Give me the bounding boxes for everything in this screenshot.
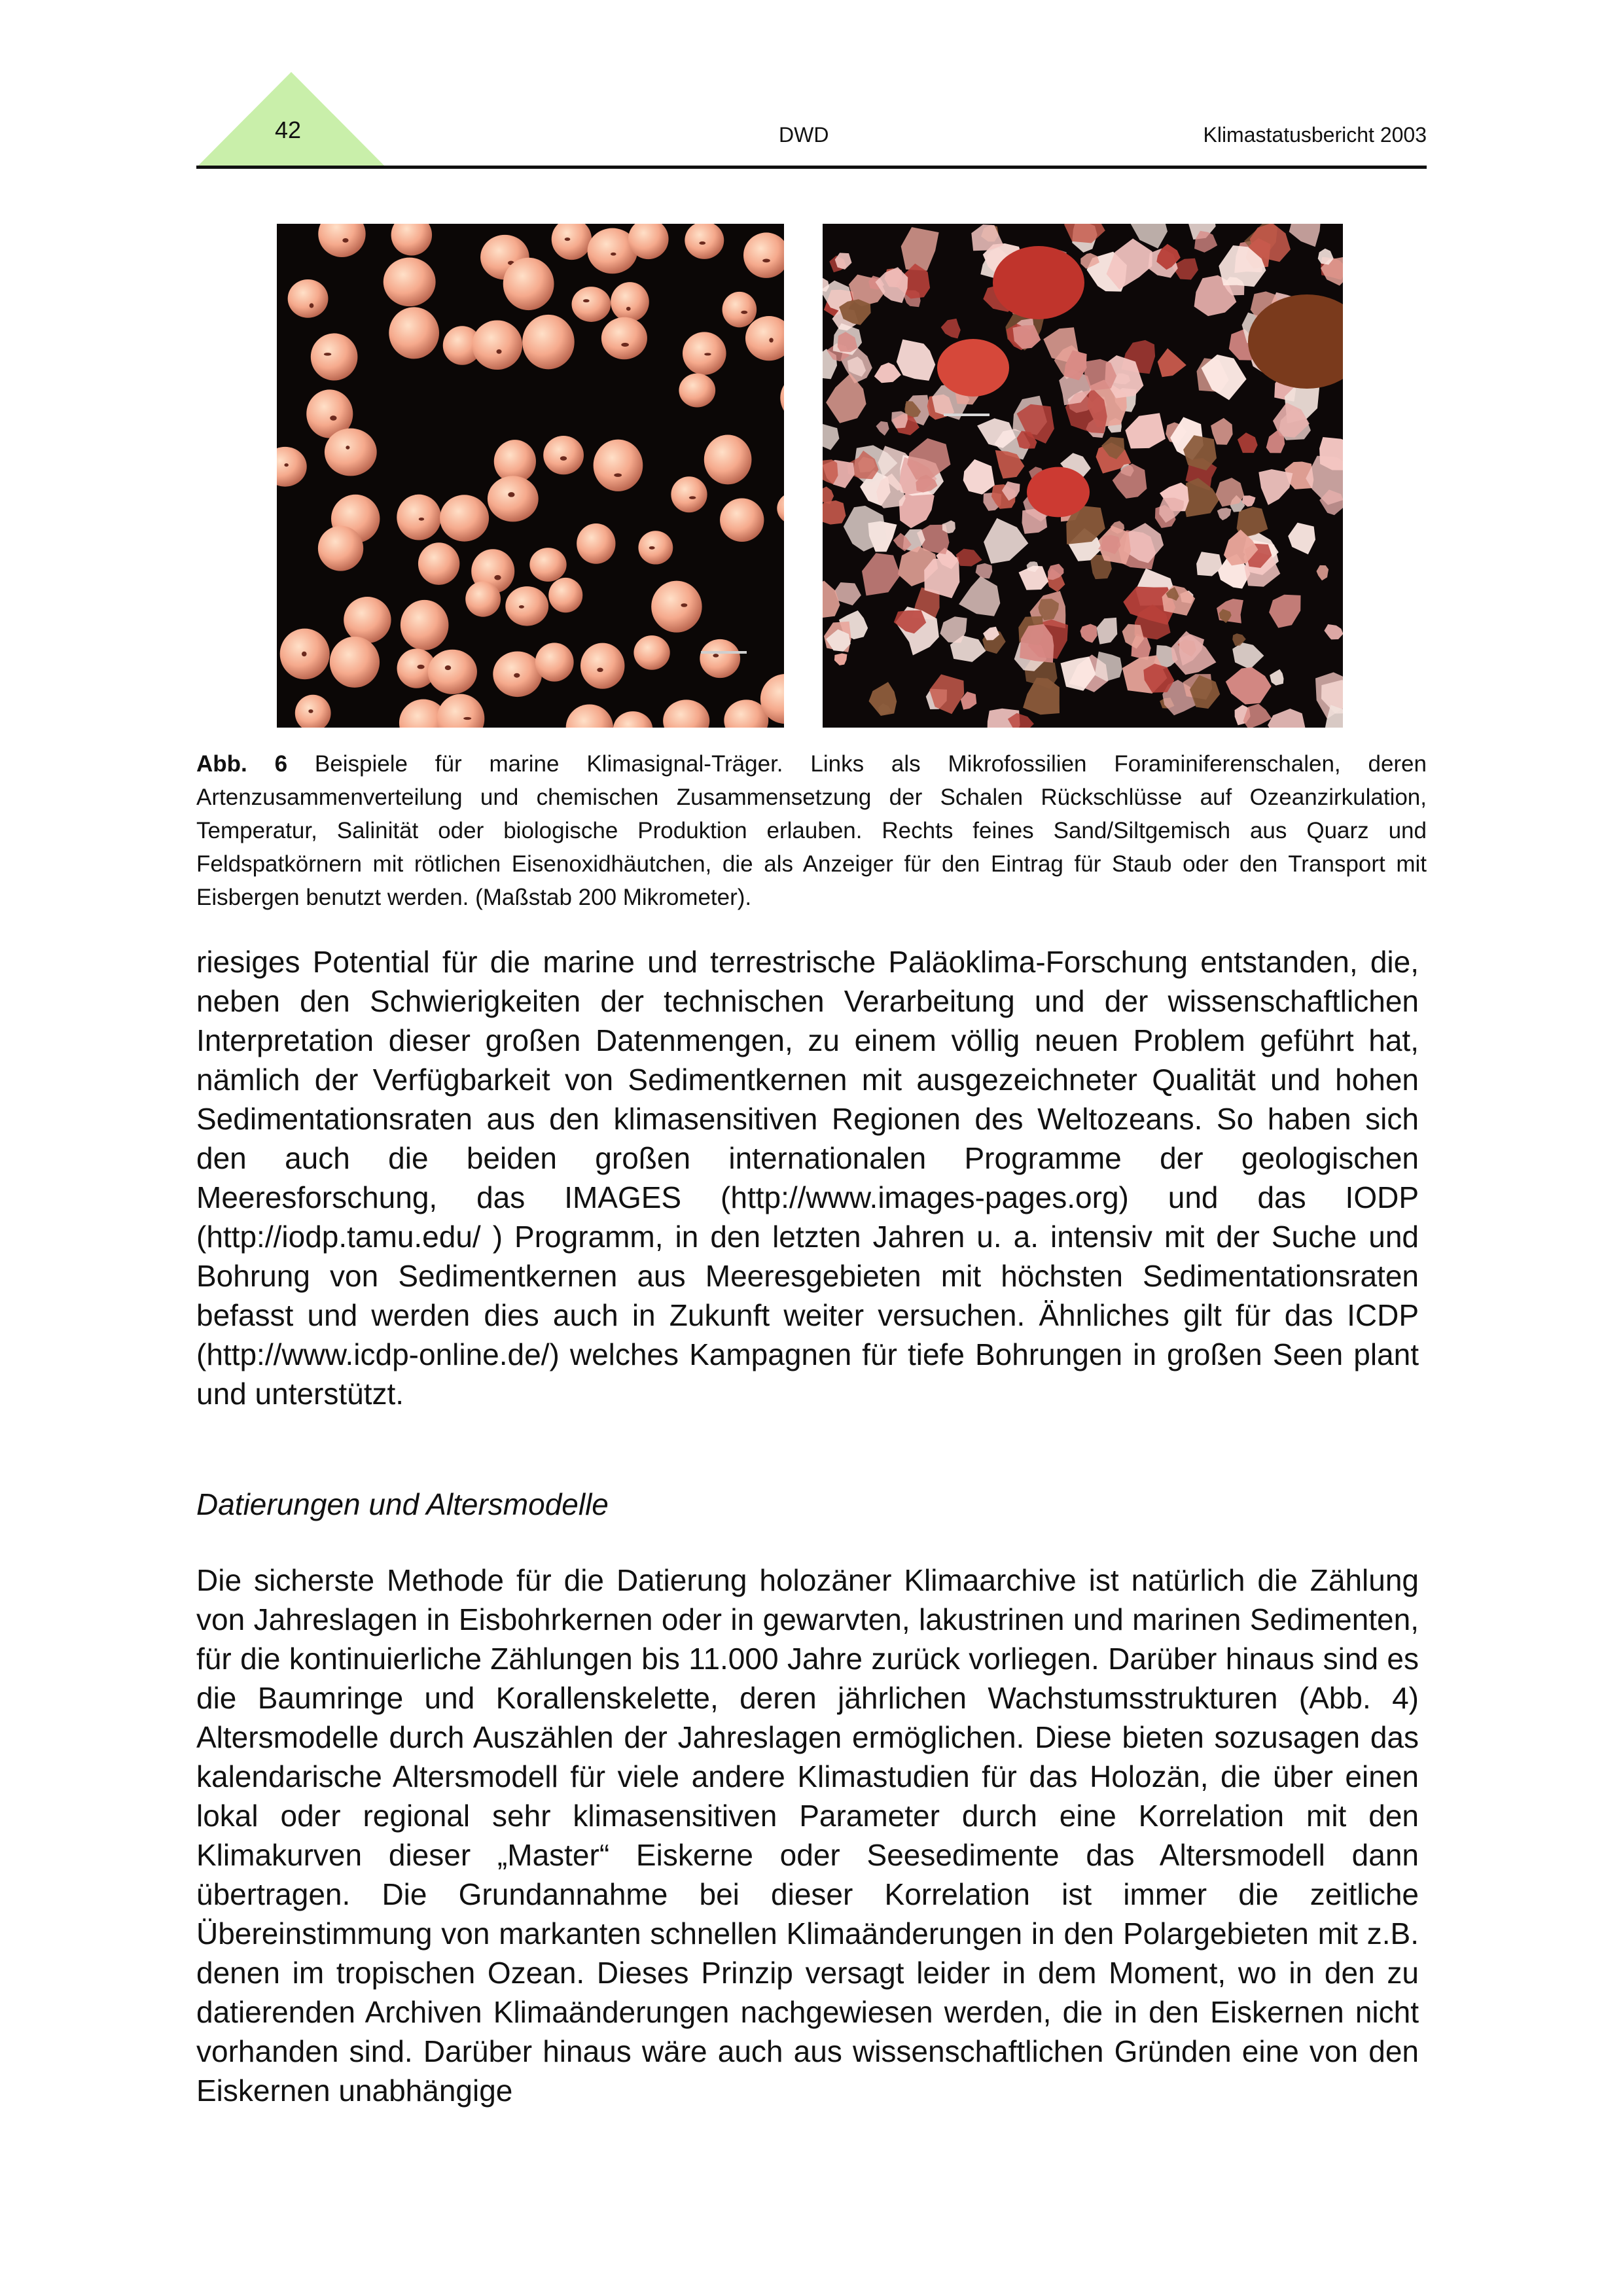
body-paragraph-1: riesiges Potential für die marine und terrestrische Paläoklima-Forschung entstanden, die, neben den Schwierigkeiten der technischen Verarbeitung und der wissenschaftlichen Interpretation dieser großen Datenmengen, zu einem völlig neuen Problem geführt hat, nämlich der Verfügbarkeit von Sedimentkernen mit ausgezeichneter Qualität und hohen Sedimentationsraten aus den klimasensitiven Regionen des Weltozeans. So haben sich den auch die beiden großen internationalen Programme der geologischen Meeresforschung, das IMAGES (http://www.images-pages.org) und das IODP (http://iodp.tamu.edu/ ) Programm, in den letzten Jahren u. a. intensiv mit der Suche und Bohrung von Sedimentkernen aus Meeresgebieten mit höchsten Sedimentationsraten befasst und werden dies auch in Zukunft weiter versuchen. Ähnliches gilt für das ICDP (http://www.icdp-online.de/) welches Kampagnen für tiefe Bohrungen in großen Seen plant und unterstützt. bbox=[196, 945, 1419, 1411]
header-rule bbox=[196, 166, 1427, 169]
figure-caption bbox=[196, 747, 1427, 914]
sand-silt-grains-photo bbox=[823, 224, 1343, 728]
header-publisher: DWD bbox=[779, 123, 829, 147]
section-subheading: Datierungen und Altersmodelle bbox=[196, 1487, 609, 1521]
body-paragraph-2: Die sicherste Methode für die Datierung holozäner Klimaarchive ist natürlich die Zählung von Jahreslagen in Eisbohrkernen oder in gewarvten, lakustrinen und marinen Sedimenten, für die kontinuierliche Zählungen bis 11.000 Jahre zurück vorliegen. Darüber hinaus sind es die Baumringe und Korallenskelette, deren jährlichen Wachstumsstrukturen (Abb. 4) Altersmodelle durch Auszählen der Jahreslagen ermöglichen. Diese bieten sozusagen das kalendarische Altersmodell für viele andere Klimastudien für das Holozän, die über einen lokal oder regional sehr klimasensitiven Parameter durch eine Korrelation mit den Klimakurven dieser „Master“ Eiskerne oder Seesedimente das Altersmodell dann übertragen. Die Grundannahme bei dieser Korrelation ist immer die zeitliche Übereinstimmung von markanten schnellen Klimaänderungen in den Polargebieten mit z.B. denen im tropischen Ozean. Dieses Prinzip versagt leider in dem Moment, wo in den zu datierenden Archiven Klimaänderungen nachgewiesen werden, die in den Eiskernen nicht vorhanden sind. Darüber hinaus wäre auch aus wissenschaftlichen Gründen eine von den Eiskernen unabhängige bbox=[196, 1563, 1419, 2108]
page-number: 42 bbox=[275, 116, 302, 143]
figure-caption-text: Beispiele für marine Klimasignal-Träger. Links als Mikrofossilien Foraminiferenschalen, deren Artenzusammenverteilung und chemischen Zusammensetzung der Schalen Rückschlüsse auf Ozeanzirkulation, Temperatur, Salinität oder biologische Produktion erlauben. Rechts feines Sand/Siltgemisch aus Quarz und Feldspatkörnern mit rötlichen Eisenoxidhäutchen, die als Anzeiger für den Eintrag für Staub oder den Transport mit Eisbergen benutzt werden. (Maßstab 200 Mikrometer). bbox=[196, 751, 1427, 910]
figure-label: Abb. 6 bbox=[196, 751, 288, 777]
foraminifera-shells-photo bbox=[277, 224, 784, 728]
header-report-title: Klimastatusbericht 2003 bbox=[1203, 123, 1427, 147]
